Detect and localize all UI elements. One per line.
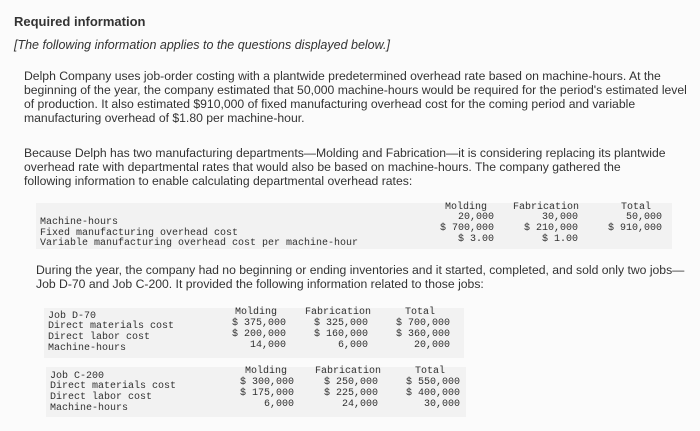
job-c200-cell-molding: 6,000 <box>263 399 294 410</box>
job-c200-header-molding: Molding <box>244 366 287 377</box>
dept-header-fabrication: Fabrication <box>512 202 579 213</box>
job-c200-cell-molding: $ 175,000 <box>239 388 294 399</box>
dept-row-label: Fixed manufacturing overhead cost <box>40 228 239 239</box>
heading: Required information <box>14 14 146 29</box>
job-d70-cell-fabrication: $ 160,000 <box>313 329 368 340</box>
dept-cell-fabrication: 30,000 <box>541 212 578 223</box>
dept-table <box>36 203 672 249</box>
job-c200-row-label: Direct materials cost <box>50 381 177 392</box>
paragraph-2: Because Delph has two manufacturing departments—Molding and Fabrication—it is considering replacing its plantwide overhead rate with departmental rates that would also be based on machine-hours. The company gathered the following information to enable calculating departmental overhead rates: <box>24 146 666 188</box>
job-d70-cell-total: $ 700,000 <box>395 318 450 329</box>
dept-cell-total: 50,000 <box>625 212 662 223</box>
job-c200-cell-molding: $ 300,000 <box>239 377 294 388</box>
job-c200-cell-fabrication: $ 225,000 <box>323 388 378 399</box>
job-d70-cell-molding: $ 200,000 <box>231 329 286 340</box>
dept-cell-total: $ 910,000 <box>607 223 662 234</box>
job-c200-cell-total: 30,000 <box>423 399 460 410</box>
job-d70-cell-fabrication: $ 325,000 <box>313 318 368 329</box>
job-d70-cell-total: $ 360,000 <box>395 329 450 340</box>
job-d70-title: Job D-70 <box>48 311 97 322</box>
job-d70-row-label: Machine-hours <box>48 343 127 354</box>
job-c200-header-fabrication: Fabrication <box>314 366 381 377</box>
job-d70-cell-total: 20,000 <box>413 340 450 351</box>
job-c200-cell-fabrication: 24,000 <box>341 399 378 410</box>
dept-cell-molding: $ 700,000 <box>439 223 494 234</box>
job-d70-row-label: Direct labor cost <box>48 332 151 343</box>
job-c200-header-total: Total <box>414 366 445 377</box>
dept-header-total: Total <box>620 202 651 213</box>
job-c200-cell-total: $ 550,000 <box>405 377 460 388</box>
job-c200-title: Job C-200 <box>50 371 105 382</box>
job-d70-table <box>44 308 464 358</box>
job-d70-row-label: Direct materials cost <box>48 321 175 332</box>
job-c200-cell-total: $ 400,000 <box>405 388 460 399</box>
dept-header-molding: Molding <box>444 202 487 213</box>
job-d70-header-molding: Molding <box>234 307 277 318</box>
dept-cell-molding: $ 3.00 <box>457 234 494 245</box>
job-d70-header-fabrication: Fabrication <box>304 307 371 318</box>
job-c200-table <box>46 367 466 417</box>
job-d70-header-total: Total <box>404 307 435 318</box>
dept-cell-molding: 20,000 <box>457 212 494 223</box>
paragraph-3: During the year, the company had no beginning or ending inventories and it started, completed, and sold only two jobs—Job D-70 and Job C-200. It provided the following information related to those jobs: <box>36 263 685 291</box>
paragraph-1: Delph Company uses job-order costing with a plantwide predetermined overhead rate based on machine-hours. At the beginning of the year, the company estimated that 50,000 machine-hours would be required for the period's estimated level of production. It also estimated $910,000 of fixed manufacturing overhead cost for the coming period and variable manufacturing overhead of $1.80 per machine-hour. <box>24 69 687 125</box>
dept-cell-fabrication: $ 1.00 <box>541 234 578 245</box>
job-d70-cell-fabrication: 6,000 <box>337 340 368 351</box>
job-c200-cell-fabrication: $ 250,000 <box>323 377 378 388</box>
dept-row-label: Variable manufacturing overhead cost per machine-hour <box>40 238 359 249</box>
bracket-note: [The following information applies to the questions displayed below.] <box>14 38 390 52</box>
job-c200-row-label: Direct labor cost <box>50 392 153 403</box>
job-d70-cell-molding: 14,000 <box>249 340 286 351</box>
job-c200-row-label: Machine-hours <box>50 403 129 414</box>
dept-row-label: Machine-hours <box>40 217 119 228</box>
dept-cell-fabrication: $ 210,000 <box>523 223 578 234</box>
job-d70-cell-molding: $ 375,000 <box>231 318 286 329</box>
